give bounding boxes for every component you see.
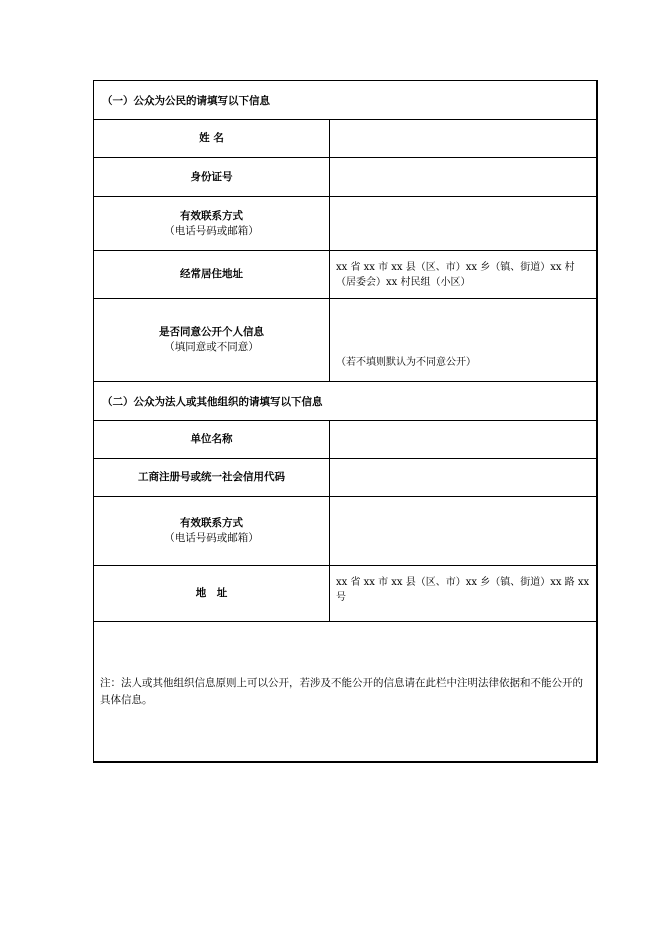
contact-label-cell-citizen — [94, 197, 330, 250]
consent-hint: （填同意或不同意） — [164, 341, 259, 353]
name-field[interactable] — [330, 120, 596, 157]
section-title-citizen: （一）公众为公民的请填写以下信息 — [102, 94, 270, 107]
info-form — [93, 80, 598, 763]
row-id-number — [94, 158, 596, 197]
row-reg-code — [94, 459, 596, 497]
address-label-organization: 地 址 — [195, 587, 228, 599]
contact-hint-organization: （电话号码或邮箱） — [164, 532, 259, 544]
address-field-citizen[interactable] — [330, 251, 596, 298]
address-label-cell-organization — [94, 566, 330, 621]
row-address-organization — [94, 566, 596, 622]
address-value-organization: xx 省 xx 市 xx 县（区、市）xx 乡（镇、街道）xx 路 xx 号 — [336, 577, 590, 603]
row-note[interactable] — [94, 622, 596, 761]
row-org-name — [94, 421, 596, 459]
id-label-cell — [94, 158, 330, 196]
row-address-citizen — [94, 251, 596, 299]
reg-code-label-cell — [94, 459, 330, 496]
contact-field-citizen[interactable] — [330, 197, 596, 250]
address-field-organization[interactable] — [330, 566, 596, 621]
contact-label-citizen: 有效联系方式 — [180, 209, 243, 222]
reg-code-field[interactable] — [330, 459, 596, 496]
row-contact-organization — [94, 497, 596, 566]
name-label-cell — [94, 120, 330, 157]
address-value-citizen: xx 省 xx 市 xx 县（区、市）xx 乡（镇、街道）xx 村（居委会）xx 村民组（小区） — [336, 262, 575, 288]
row-name — [94, 120, 596, 158]
section-title-organization: （二）公众为法人或其他组织的请填写以下信息 — [102, 395, 323, 408]
id-number-label: 身份证号 — [190, 170, 233, 183]
address-label-cell-citizen — [94, 251, 330, 298]
org-name-label: 单位名称 — [190, 433, 233, 445]
contact-hint-citizen: （电话号码或邮箱） — [164, 224, 259, 237]
consent-field[interactable] — [330, 299, 596, 381]
name-label: 姓 名 — [199, 132, 224, 144]
contact-field-organization[interactable] — [330, 497, 596, 565]
note-text: 注：法人或其他组织信息原则上可以公开，若涉及不能公开的信息请在此栏中注明法律依据和不能公开的具体信息。 — [100, 676, 583, 706]
contact-label-organization: 有效联系方式 — [180, 517, 243, 529]
row-consent — [94, 299, 596, 382]
id-number-field[interactable] — [330, 158, 596, 196]
consent-default-note: （若不填则默认为不同意公开） — [336, 357, 476, 368]
address-label-citizen: 经常居住地址 — [180, 268, 243, 280]
row-contact-citizen — [94, 197, 596, 251]
org-name-field[interactable] — [330, 421, 596, 458]
section-header-organization — [94, 382, 596, 421]
reg-code-label: 工商注册号或统一社会信用代码 — [138, 471, 285, 483]
org-name-label-cell — [94, 421, 330, 458]
consent-label-cell — [94, 299, 330, 381]
contact-label-cell-organization — [94, 497, 330, 565]
consent-label: 是否同意公开个人信息 — [159, 326, 264, 338]
section-header-citizen — [94, 81, 596, 120]
